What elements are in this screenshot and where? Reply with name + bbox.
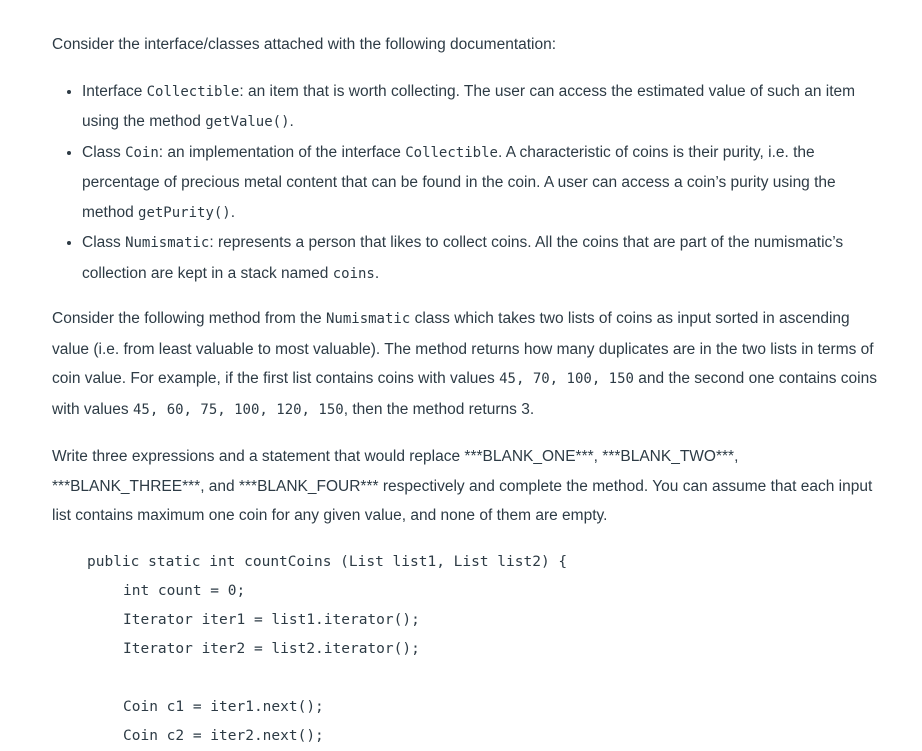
code-line: Iterator iter1 = list1.iterator(); [123, 611, 420, 628]
code-line: public static int countCoins (List list1, List list2) { [87, 553, 568, 570]
cropped-previous-text [52, 0, 182, 1]
code-block [87, 548, 882, 751]
list-item-collectible: • Interface Collectible: an item that is worth collecting. The user can access the estimated value of such an item using the method getValue(). [82, 77, 882, 138]
code-line: Iterator iter2 = list2.iterator(); [123, 640, 420, 657]
inline-code: getValue() [205, 114, 290, 130]
inline-code: Collectible [405, 144, 498, 161]
inline-code: 45, 70, 100, 150 [499, 371, 634, 387]
documentation-list [52, 77, 882, 290]
code-line: int count = 0; [123, 582, 246, 599]
instructions-paragraph: Write three expressions and a statement that would replace ***BLANK_ONE***, ***BLANK_TWO***, ***BLANK_THREE***, and ***BLANK_FOUR*** respectively and complete the method. You can assume that each input list contains maximum one coin for any given value, and none of them are empty. [52, 448, 873, 524]
inline-code: Numismatic [325, 311, 411, 327]
code-line: Coin c1 = iter1.next(); [123, 698, 324, 715]
blank-four-marker: ***BLANK_FOUR*** [238, 477, 379, 495]
inline-code: 45, 60, 75, 100, 120, 150 [132, 401, 344, 418]
inline-code: getPurity() [138, 204, 231, 221]
question-body [52, 30, 882, 751]
list-item-numismatic: • Class Numismatic: represents a person that likes to collect coins. All the coins that are part of the numismatic’s collection are kept in a stack named coins. [82, 228, 882, 289]
inline-code: Numismatic [125, 235, 210, 251]
blank-three-marker: ***BLANK_THREE*** [52, 477, 201, 495]
intro-paragraph: Consider the interface/classes attached with the following documentation: [52, 36, 557, 53]
inline-code: Coin [125, 144, 159, 161]
blank-one-marker: ***BLANK_ONE*** [464, 448, 594, 465]
method-description-paragraph: Consider the following method from the Numismatic class which takes two lists of coins as input sorted in ascending value (i.e. from least valuable to most valuable). The method returns how many duplicates are in the two lists in terms of coin value. For example, if the first list contains coins with values 45, 70, 100, 150 and the second one contains coins with values 45, 60, 75, 100, 120, 150, then the method returns 3. [52, 310, 877, 418]
inline-code: coins [332, 265, 375, 282]
code-blank-line [87, 664, 882, 693]
inline-code: Collectible [146, 83, 240, 100]
code-line: Coin c2 = iter2.next(); [123, 727, 324, 744]
list-item-coin: • Class Coin: an implementation of the interface Collectible. A characteristic of coins is their purity, i.e. the percentage of precious metal content that can be found in the coin. A user can access a coin’s purity using the method getPurity(). [82, 138, 882, 229]
blank-two-marker: ***BLANK_TWO*** [602, 448, 735, 465]
